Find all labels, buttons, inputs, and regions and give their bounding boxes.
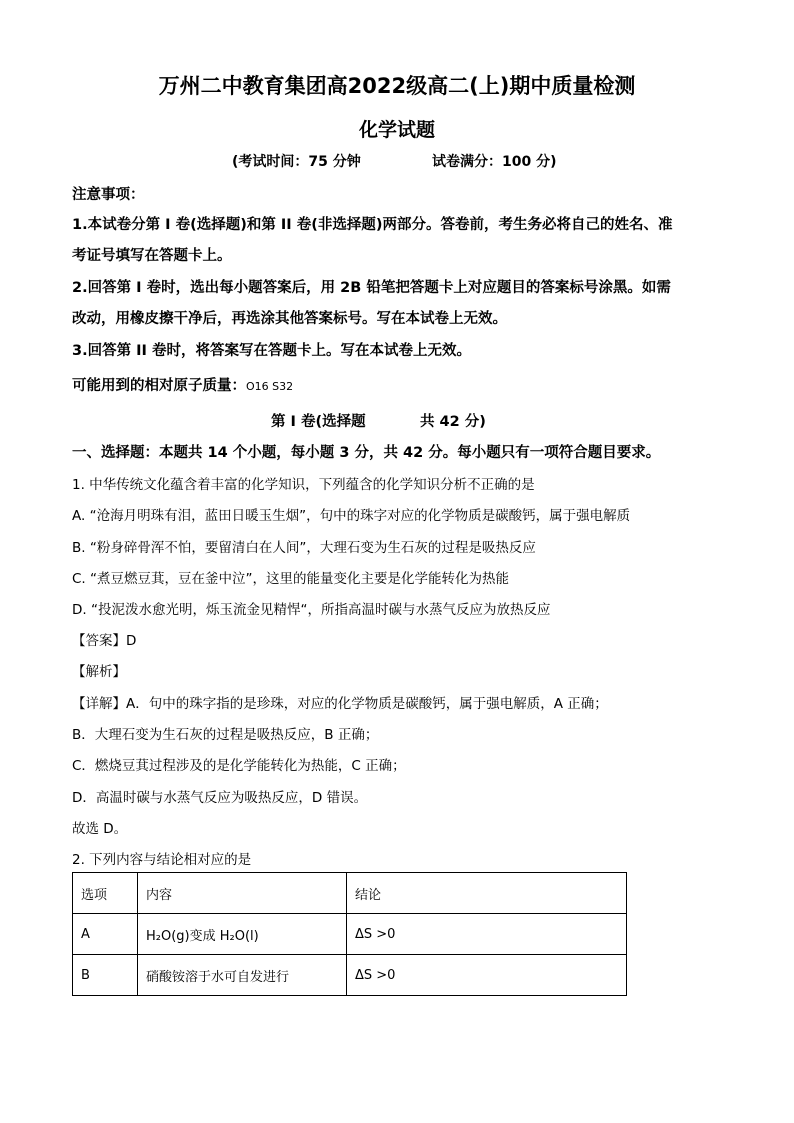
q2-stem: 2. 下列内容与结论相对应的是: [72, 852, 252, 868]
table-row: [73, 955, 627, 996]
q1-explain-3: C．燃烧豆萁过程涉及的是化学能转化为热能，C 正确；: [72, 758, 406, 774]
q1-option-d: D. “投泥泼水愈光明，烁玉流金见精悍“，所指高温时碳与水蒸气反应为放热反应: [72, 602, 551, 618]
q2-table: [72, 872, 627, 996]
q1-option-c: C. “煮豆燃豆萁，豆在釜中泣”，这里的能量变化主要是化学能转化为热能: [72, 571, 509, 587]
row-b-option: B: [73, 955, 138, 996]
note-1b: 考证号填写在答题卡上。: [72, 248, 232, 264]
header-content: 内容: [138, 873, 347, 914]
q1-stem: 1. 中华传统文化蕴含着丰富的化学知识，下列蕴含的化学知识分析不正确的是: [72, 477, 535, 493]
row-a-conclusion: ΔS >0: [347, 914, 627, 955]
note-3: 3.回答第 II 卷时，将答案写在答题卡上。写在本试卷上无效。: [72, 343, 471, 359]
row-a-option: A: [73, 914, 138, 955]
q1-conclusion: 故选 D。: [72, 821, 128, 837]
note-2a: 2.回答第 I 卷时，选出每小题答案后，用 2B 铅笔把答题卡上对应题目的答案标号涂黑。如需: [72, 280, 671, 296]
q1-explain-4: D．高温时碳与水蒸气反应为吸热反应，D 错误。: [72, 790, 368, 806]
exam-score: 试卷满分：100 分): [432, 154, 557, 170]
header-conclusion: 结论: [347, 873, 627, 914]
notes-heading: 注意事项：: [72, 187, 145, 203]
row-b-conclusion: ΔS >0: [347, 955, 627, 996]
subject-title: 化学试题: [358, 119, 435, 141]
row-b-content: 硝酸铵溶于水可自发进行: [138, 955, 347, 996]
section-title: 第 I 卷(选择题: [271, 414, 366, 430]
row-a-content: H₂O(g)变成 H₂O(l): [138, 914, 347, 955]
q1-answer: 【答案】D: [72, 633, 137, 649]
note-2b: 改动，用橡皮擦干净后，再选涂其他答案标号。写在本试卷上无效。: [72, 311, 507, 327]
q1-explain-2: B．大理石变为生石灰的过程是吸热反应，B 正确；: [72, 727, 379, 743]
q1-analysis-label: 【解析】: [72, 664, 126, 680]
table-row: [73, 914, 627, 955]
atomic-mass: [72, 374, 293, 395]
exam-title: 万州二中教育集团高2022级高二(上)期中质量检测: [158, 74, 636, 98]
q1-option-b: B. “粉身碎骨浑不怕，要留清白在人间”，大理石变为生石灰的过程是吸热反应: [72, 540, 536, 556]
header-option: 选项: [73, 873, 138, 914]
note-1a: 1.本试卷分第 I 卷(选择题)和第 II 卷(非选择题)两部分。答卷前，考生务必将自己的姓名、准: [72, 217, 673, 233]
table-header-row: [73, 873, 627, 914]
exam-time: (考试时间：75 分钟: [232, 154, 361, 170]
atomic-mass-values: O16 S32: [246, 380, 294, 393]
section-instruction: 一、选择题：本题共 14 个小题，每小题 3 分，共 42 分。每小题只有一项符合题目要求。: [72, 445, 661, 461]
q1-explain-1: 【详解】A．句中的珠字指的是珍珠，对应的化学物质是碳酸钙，属于强电解质，A 正确；: [72, 696, 608, 712]
q1-option-a: A. “沧海月明珠有泪，蓝田日暖玉生烟”，句中的珠字对应的化学物质是碳酸钙，属于强电解质: [72, 508, 631, 524]
section-points: 共 42 分): [420, 414, 486, 430]
atomic-mass-label: 可能用到的相对原子质量：: [72, 378, 246, 394]
